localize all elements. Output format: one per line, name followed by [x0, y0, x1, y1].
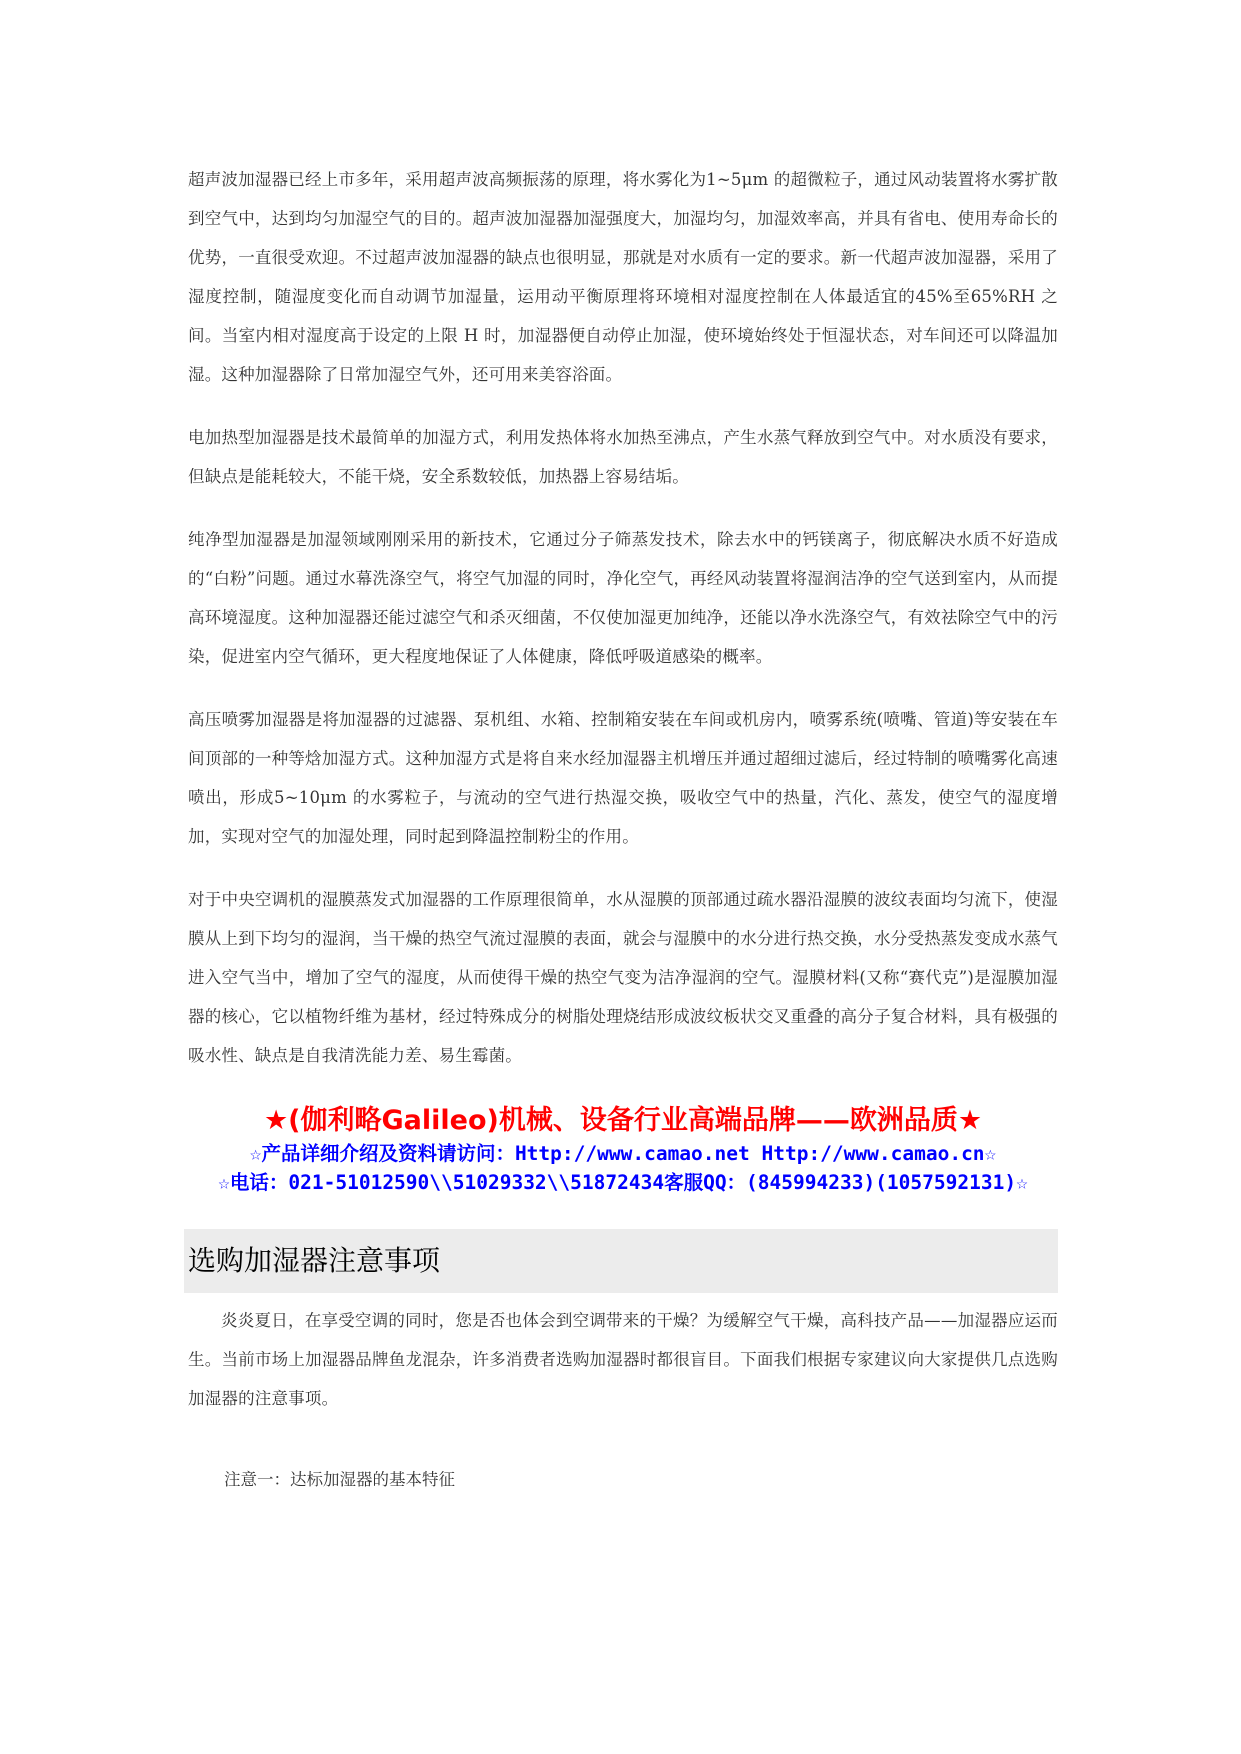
brand-banner: [188, 1103, 1058, 1197]
banner-brand-line: ★(伽利略Galileo)机械、设备行业高端品牌——欧洲品质★: [263, 1105, 983, 1136]
paragraph-pure-type: 纯净型加湿器是加湿领域刚刚采用的新技术，它通过分子筛蒸发技术，除去水中的钙镁离子，彻底解决水质不好造成的“白粉”问题。通过水幕洗涤空气，将空气加湿的同时，净化空气，再经风动装置将湿润洁净的空气送到室内，从而提高环境湿度。这种加湿器还能过滤空气和杀灭细菌，不仅使加湿更加纯净，还能以净水洗涤空气，有效祛除空气中的污染，促进室内空气循环，更大程度地保证了人体健康，降低呼吸道感染的概率。: [188, 530, 1058, 666]
section-heading: 选购加湿器注意事项: [184, 1229, 1058, 1293]
paragraph-ultrasonic: 超声波加湿器已经上市多年，采用超声波高频振荡的原理，将水雾化为1~5μm 的超微粒子，通过风动装置将水雾扩散到空气中，达到均匀加湿空气的目的。超声波加湿器加湿强度大，加湿均匀，加湿效率高，并具有省电、使用寿命长的优势，一直很受欢迎。不过超声波加湿器的缺点也很明显，那就是对水质有一定的要求。新一代超声波加湿器，采用了湿度控制，随湿度变化而自动调节加湿量，运用动平衡原理将环境相对湿度控制在人体最适宜的45%至65%RH 之间。当室内相对湿度高于设定的上限 H 时，加湿器便自动停止加湿，使环境始终处于恒湿状态，对车间还可以降温加湿。这种加湿器除了日常加湿空气外，还可用来美容浴面。: [188, 170, 1058, 384]
paragraph-electric-heating: 电加热型加湿器是技术最简单的加湿方式，利用发热体将水加热至沸点，产生水蒸气释放到空气中。对水质没有要求，但缺点是能耗较大，不能干烧，安全系数较低，加热器上容易结垢。: [188, 428, 1058, 486]
banner-website-line[interactable]: ☆产品详细介绍及资料请访问：Http://www.camao.net Http://www.camao.cn☆: [249, 1142, 997, 1165]
document-body: [188, 160, 1058, 1499]
note-heading-one: 注意一：达标加湿器的基本特征: [224, 1470, 455, 1489]
paragraph-high-pressure-spray: 高压喷雾加湿器是将加湿器的过滤器、泵机组、水箱、控制箱安装在车间或机房内，喷雾系统(喷嘴、管道)等安装在车间顶部的一种等焓加湿方式。这种加湿方式是将自来水经加湿器主机增压并通过超细过滤后，经过特制的喷嘴雾化高速喷出，形成5~10μm 的水雾粒子，与流动的空气进行热湿交换，吸收空气中的热量，汽化、蒸发，使空气的湿度增加，实现对空气的加湿处理，同时起到降温控制粉尘的作用。: [188, 710, 1058, 846]
banner-contact-line: ☆电话：021-51012590\\51029332\\51872434客服QQ：(845994233)(1057592131)☆: [218, 1171, 1028, 1194]
paragraph-wet-film: 对于中央空调机的湿膜蒸发式加湿器的工作原理很简单，水从湿膜的顶部通过疏水器沿湿膜的波纹表面均匀流下，使湿膜从上到下均匀的湿润，当干燥的热空气流过湿膜的表面，就会与湿膜中的水分进行热交换，水分受热蒸发变成水蒸气进入空气当中，增加了空气的湿度，从而使得干燥的热空气变为洁净湿润的空气。湿膜材料(又称“赛代克”)是湿膜加湿器的核心，它以植物纤维为基材，经过特殊成分的树脂处理烧结形成波纹板状交叉重叠的高分子复合材料，具有极强的吸水性、缺点是自我清洗能力差、易生霉菌。: [188, 890, 1058, 1065]
section-intro: 炎炎夏日，在享受空调的同时，您是否也体会到空调带来的干燥？为缓解空气干燥，高科技产品——加湿器应运而生。当前市场上加湿器品牌鱼龙混杂，许多消费者选购加湿器时都很盲目。下面我们根据专家建议向大家提供几点选购加湿器的注意事项。: [188, 1311, 1058, 1408]
